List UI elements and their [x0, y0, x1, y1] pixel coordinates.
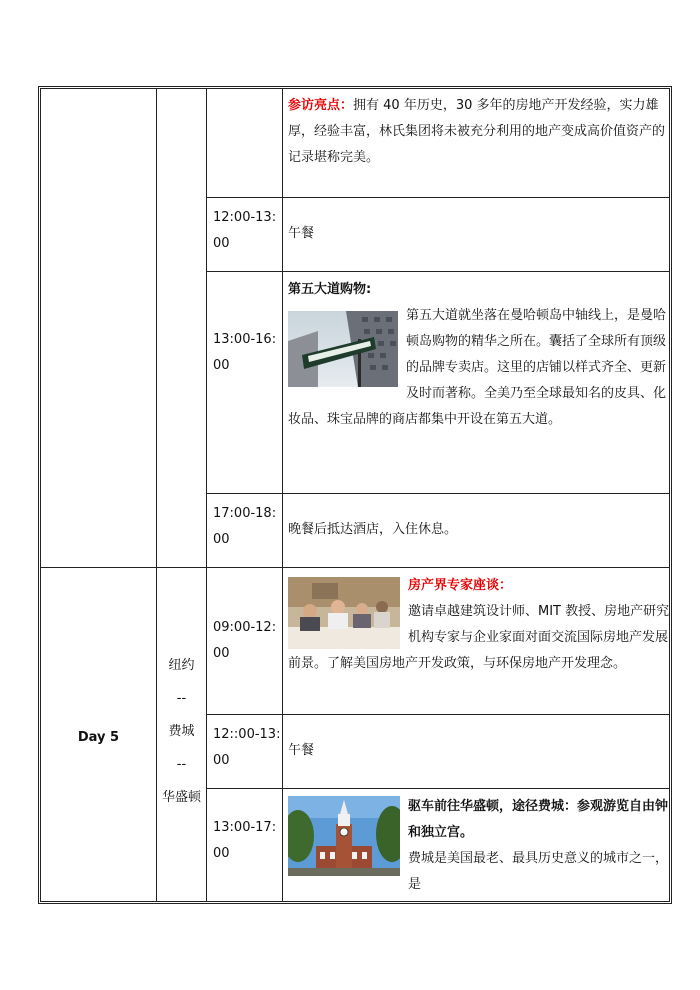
activity-title: 房产界专家座谈：	[408, 578, 513, 593]
activity-text: 晚餐后抵达酒店，入住休息。	[288, 522, 458, 537]
content-cell	[288, 738, 670, 764]
fifth-avenue-street-sign-photo	[288, 311, 398, 387]
row-divider	[206, 197, 669, 198]
activity-title: 驱车前往华盛顿，途径费城：参观游览自由钟和独立宫。	[408, 799, 669, 840]
activity-text: 第五大道就坐落在曼哈顿岛中轴线上，是曼哈顿岛购物的精华之所在。囊括了全球所有顶级的品牌专卖店。这里的店铺以样式齐全、更新及时而著称。全美乃至全球最知名的皮具、化妆品、珠宝品牌的商店都集中开设在第五大道。	[288, 308, 667, 427]
highlight-text: 拥有 40 年历史，30 多年的房地产开发经验，实力雄厚，经验丰富，林氏集团将未被充分利用的地产变成高价值资产的记录堪称完美。	[288, 98, 666, 165]
time-cell	[207, 815, 281, 867]
content-cell	[288, 517, 670, 543]
content-cell	[288, 277, 670, 433]
content-cell	[288, 93, 670, 171]
row-divider	[206, 493, 669, 494]
time-text: 12:00-13:00	[213, 210, 277, 251]
time-text: 09:00-12:00	[213, 620, 277, 661]
time-text: 12::00-13:00	[213, 727, 281, 768]
route-separator: --	[176, 691, 187, 706]
activity-text: 午餐	[288, 743, 315, 758]
itinerary-table	[38, 86, 672, 904]
activity-text: 午餐	[288, 226, 315, 241]
time-cell	[207, 501, 281, 553]
row-divider	[206, 714, 669, 715]
time-text: 13:00-16:00	[213, 332, 277, 373]
content-cell	[288, 221, 670, 247]
content-cell	[288, 794, 670, 898]
row-divider	[41, 567, 669, 568]
day-label: Day 5	[77, 730, 120, 745]
highlight-label: 参访亮点：	[288, 98, 354, 113]
time-text: 17:00-18:00	[213, 506, 277, 547]
row-divider	[206, 788, 669, 789]
content-cell	[288, 573, 670, 677]
time-cell	[207, 615, 281, 667]
time-cell	[207, 205, 281, 257]
activity-title: 第五大道购物:	[288, 282, 372, 297]
route-city: 华盛顿	[161, 790, 201, 805]
row-divider	[206, 271, 669, 272]
time-cell	[207, 722, 281, 774]
activity-text: 邀请卓越建筑设计师、MIT 教授、房地产研究机构专家与企业家面对面交流国际房地产发展前景。了解美国房地产开发政策，与环保房地产开发理念。	[288, 604, 670, 671]
col-divider-3	[282, 89, 283, 901]
activity-text: 费城是美国最老、最具历史意义的城市之一，是	[408, 851, 669, 892]
time-text: 13:00-17:00	[213, 820, 277, 861]
route-city: 纽约	[168, 658, 195, 673]
route-cell	[157, 649, 206, 814]
time-cell	[207, 327, 281, 379]
route-separator: --	[176, 757, 187, 772]
independence-hall-photo	[288, 796, 400, 876]
route-city: 费城	[168, 724, 195, 739]
meeting-photo	[288, 577, 400, 649]
